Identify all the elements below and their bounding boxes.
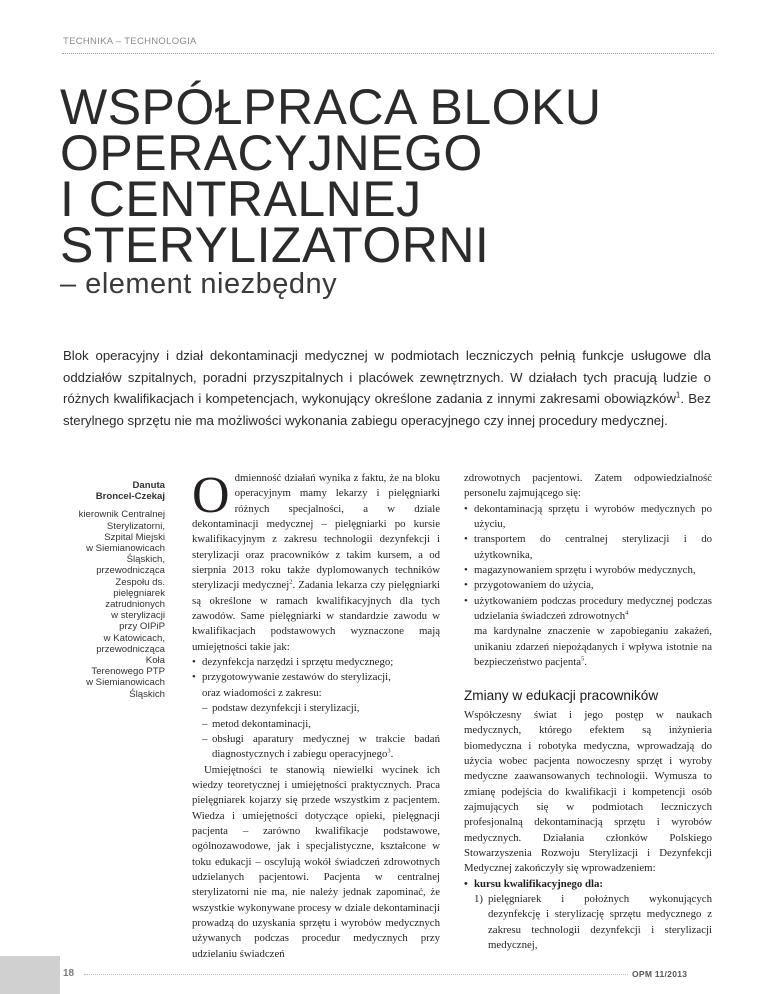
knowledge-intro: oraz wiadomości z zakresu: xyxy=(202,686,322,699)
footnote-ref: 2 xyxy=(289,578,293,586)
course-list xyxy=(464,877,712,892)
responsibility-list xyxy=(464,502,712,625)
numbered-text: pielęgniarek i położnych wykonujących dezynfekcję i sterylizację sprzętu medycznego z zakresu technologii dezynfekcji i sterylizacji medycznej, xyxy=(488,892,712,951)
footnote-ref: 4 xyxy=(625,609,629,617)
author-bio-line: w Siemianowicach xyxy=(86,677,165,689)
title-line: STERYLIZATORNI xyxy=(60,217,490,273)
author-bio-line: pielęgniarek xyxy=(113,587,165,599)
author-bio-line: w sterylizacji xyxy=(111,610,165,622)
list-item: – metod dekontaminacji, xyxy=(202,717,440,732)
section-label: TECHNIKA – TECHNOLOGIA xyxy=(63,36,197,47)
text-column-3 xyxy=(464,471,712,953)
author-bio-line: Śląskich xyxy=(129,688,165,700)
body-paragraph: Współczesny świat i jego postęp w naukach medycznych, którego efektem są inżynieria biomedyczna i robotyka medyczna, wprowadzają do użycia wobec pacjenta nowoczesny sprzęt i wyroby medyczne zaawansowanych technologii. Wymusza to zmianę podejścia do kwalifikacji i kompetencji osób zajmujących się w podmiotach leczniczych profesjonalną dekontaminacją sprzętu i wyrobów medycznych. Działania członków Polskiego Stowarzyszenia Rozwoju Sterylizacji i Dezynfekcji Medycznej zakończyły się wprowadzeniem: xyxy=(464,708,712,875)
list-item: – podstaw dezynfekcji i sterylizacji, xyxy=(202,701,440,716)
body-paragraph: Umiejętności te stanowią niewielki wycinek ich wiedzy teoretycznej i umiejętności praktycznych. Praca pielęgniarek kojarzy się przede wszystkim z pacjentem. Wiedza i umiejętności dotyczące opieki, pielęgnacji pacjenta – zarówno kwalifikacje podstawowe, ogólnozawodowe, jak i specjalistyczne, kształcone w toku edukacji – oscylują wokół świadczeń zdrowotnych udzielanych pacjentowi. Pacjenta w centralnej sterylizatorni nie ma, nie należy jednak zapominać, że wszystkie wykonywane procesy w dziale dekontaminacji prowadzą do uzyskania sprzętu i wyrobów medycznych używanych podczas procedur medycznych przy udzielaniu świadczeń xyxy=(192,763,440,960)
skills-list xyxy=(192,655,440,686)
author-name-line: Danuta xyxy=(132,480,165,491)
article-subtitle: – element niezbędny xyxy=(60,268,338,300)
author-bio-line: Śląskich, xyxy=(126,554,165,566)
footer-divider xyxy=(84,974,628,975)
author-bio xyxy=(63,509,165,699)
page-number: 18 xyxy=(63,966,83,982)
lead-text: Blok operacyjny i dział dekontaminacji medycznej w podmiotach leczniczych pełnią funkcje usługowe dla oddziałów szpitalnych, poradni przyszpitalnych i placówek zewnętrznych. W działach tych pracują ludzie o różnych kwalifikacjach i kompetencjach, wykonujący określone zadania z innymi zakresami obowiązków xyxy=(63,348,711,406)
author-bio-line: w Siemianowicach xyxy=(86,543,165,555)
text-column-2 xyxy=(192,467,440,962)
list-item: • przygotowywanie zestawów do sterylizacji, xyxy=(192,670,440,685)
author-bio-line: przy OIPiP xyxy=(119,621,165,633)
author-bio-line: przewodnicząca xyxy=(96,643,165,655)
footer-tab xyxy=(0,956,60,994)
intro-text-end: . Zadania lekarza czy pielęgniarki są określone w ramach kwalifikacyjnych dla tych zawodów. Same pielęgniarki w standardzie zawodu w kwalifikacjach podstawowych wyznaczone mają umiejętności takie jak: xyxy=(192,579,440,653)
list-item: • magazynowaniem sprzętu i wyrobów medycznych, xyxy=(464,563,712,578)
body-paragraph: zdrowotnych pacjentowi. Zatem odpowiedzialność personelu zajmującego się: xyxy=(464,472,712,500)
article-title xyxy=(60,79,602,273)
header-divider xyxy=(62,53,714,54)
continuation-paragraph xyxy=(464,624,712,670)
list-item-text: obsługi aparatury medycznej w trakcie badań diagnostycznych i zabiegu operacyjnego xyxy=(212,732,440,761)
author-bio-line: przewodnicząca xyxy=(96,565,165,577)
list-item-end: . xyxy=(390,748,394,761)
continuation-text: ma kardynalne znaczenie w zapobieganiu zakażeń, unikaniu zdarzeń niepożądanych i wpływa istotnie na bezpieczeństwo pacjenta xyxy=(474,625,712,669)
list-item: • transportem do centralnej sterylizacji i do użytkownika, xyxy=(464,532,712,563)
list-item xyxy=(464,594,712,625)
list-item: • kursu kwalifikacyjnego dla: xyxy=(464,877,712,892)
footnote-ref: 1 xyxy=(675,390,681,400)
author-bio-line: Koła xyxy=(145,655,165,667)
author-name-line: Broncel-Czekaj xyxy=(95,491,165,503)
author-bio-line: Terenowego PTP xyxy=(91,666,165,678)
footnote-ref: 3 xyxy=(387,747,391,755)
list-item xyxy=(202,732,440,763)
title-line: I CENTRALNEJ xyxy=(60,171,422,227)
author-bio-line: zatrudnionych xyxy=(105,599,165,611)
knowledge-list xyxy=(192,701,440,762)
author-bio-line: Zespołu ds. xyxy=(115,576,165,588)
issue-label: OPM 11/2013 xyxy=(632,969,688,979)
title-line: WSPÓŁPRACA BLOKU xyxy=(60,79,602,135)
numbered-item xyxy=(464,892,712,953)
list-item: • dezynfekcja narzędzi i sprzętu medycznego; xyxy=(192,655,440,670)
title-line: OPERACYJNEGO xyxy=(60,125,483,181)
author-bio-line: w Katowicach, xyxy=(103,632,165,644)
section-heading: Zmiany w edukacji pracowników xyxy=(464,688,659,704)
intro-text: dmienność działań wynika z faktu, że na bloku operacyjnym mamy lekarzy i pielęgniarki różnych specjalności, a w dziale dekontaminacji medycznej – pielęgniarki po kursie kwalifikacyjnym z zakresu technologii dezynfekcji i sterylizacji oraz pracowników z takim kursem, a od sierpnia 2013 roku także dyplomowanych techników sterylizacji medycznej xyxy=(192,472,440,592)
list-item: • przygotowaniem do użycia, xyxy=(464,578,712,593)
continuation-end: . xyxy=(584,656,587,669)
author-bio-line: Szpital Miejski xyxy=(104,531,165,543)
author-bio-line: kierownik Centralnej xyxy=(78,509,165,521)
list-item: • dekontaminacją sprzętu i wyrobów medycznych po użyciu, xyxy=(464,502,712,533)
drop-cap: O xyxy=(192,467,230,524)
footnote-ref: 5 xyxy=(581,655,585,663)
author-box xyxy=(63,480,165,700)
intro-paragraph xyxy=(192,467,440,655)
author-name xyxy=(63,480,165,502)
list-item-text: użytkowaniem podczas procedury medycznej podczas udzielania świadczeń zdrowotnych xyxy=(474,594,712,623)
author-bio-line: Sterylizatorni, xyxy=(106,520,165,532)
numbered-label: 1) xyxy=(474,892,483,905)
lead-text-end: . Bez sterylnego sprzętu nie ma możliwości wykonania zabiegu operacyjnego czy innej procedury medycznej. xyxy=(63,391,711,428)
lead-paragraph xyxy=(63,345,711,431)
